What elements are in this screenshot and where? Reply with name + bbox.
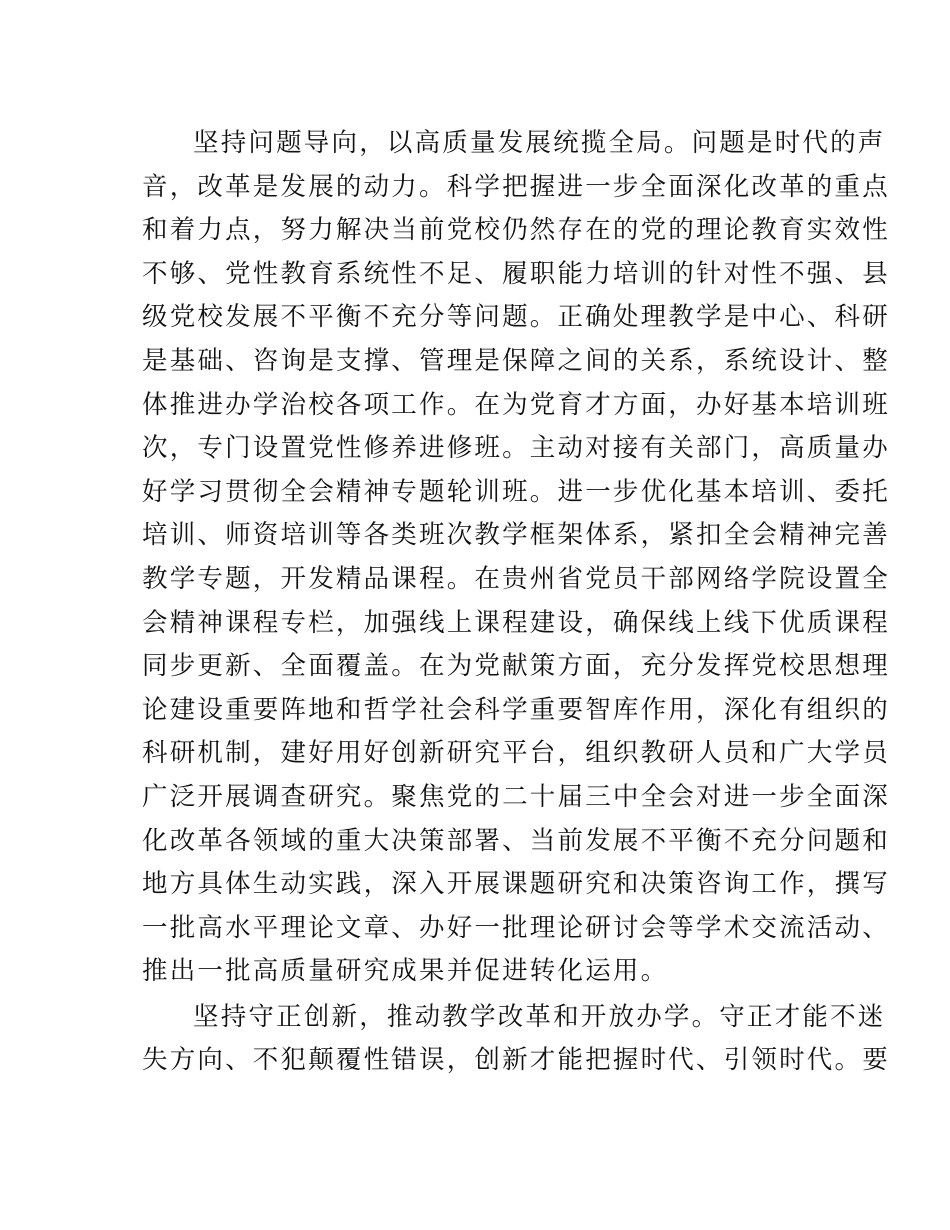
text-line: 广泛开展调查研究。聚焦党的二十届三中全会对进一步全面深 (142, 781, 890, 812)
text-line: 不够、党性教育系统性不足、履职能力培训的针对性不强、县 (142, 258, 890, 289)
paragraph-problem-orientation (142, 122, 890, 994)
text-line: 坚持问题导向，以高质量发展统揽全局。问题是时代的声 (193, 128, 886, 158)
text-line: 是基础、咨询是支撑、管理是保障之间的关系，系统设计、整 (142, 345, 890, 376)
text-line: 培训、师资培训等各类班次教学框架体系，紧扣全会精神完善 (142, 520, 890, 551)
text-line: 和着力点，努力解决当前党校仍然存在的党的理论教育实效性 (142, 215, 890, 246)
text-line: 级党校发展不平衡不充分等问题。正确处理教学是中心、科研 (142, 302, 890, 333)
text-line: 好学习贯彻全会精神专题轮训班。进一步优化基本培训、委托 (142, 476, 890, 507)
text-line: 教学专题，开发精品课程。在贵州省党员干部网络学院设置全 (142, 563, 890, 594)
text-line: 地方具体生动实践，深入开展课题研究和决策咨询工作，撰写 (142, 869, 890, 900)
text-line: 一批高水平理论文章、办好一批理论研讨会等学术交流活动、 (142, 912, 890, 943)
text-line: 论建设重要阵地和哲学社会科学重要智库作用，深化有组织的 (142, 694, 890, 725)
text-line: 会精神课程专栏，加强线上课程建设，确保线上线下优质课程 (142, 607, 890, 638)
text-line: 化改革各领域的重大决策部署、当前发展不平衡不充分问题和 (142, 825, 890, 856)
text-line: 推出一批高质量研究成果并促进转化运用。 (142, 956, 669, 987)
text-line: 次，专门设置党性修养进修班。主动对接有关部门，高质量办 (142, 433, 890, 464)
text-line: 坚持守正创新，推动教学改革和开放办学。守正才能不迷 (193, 1001, 886, 1032)
document-page (142, 122, 890, 1083)
text-line: 音，改革是发展的动力。科学把握进一步全面深化改革的重点 (142, 171, 890, 202)
paragraph-innovation (142, 996, 890, 1083)
text-line: 失方向、不犯颠覆性错误，创新才能把握时代、引领时代。要 (142, 1045, 890, 1076)
text-line: 科研机制，建好用好创新研究平台，组织教研人员和广大学员 (142, 738, 890, 769)
text-line: 同步更新、全面覆盖。在为党献策方面，充分发挥党校思想理 (142, 651, 890, 682)
text-line: 体推进办学治校各项工作。在为党育才方面，办好基本培训班 (142, 389, 890, 420)
